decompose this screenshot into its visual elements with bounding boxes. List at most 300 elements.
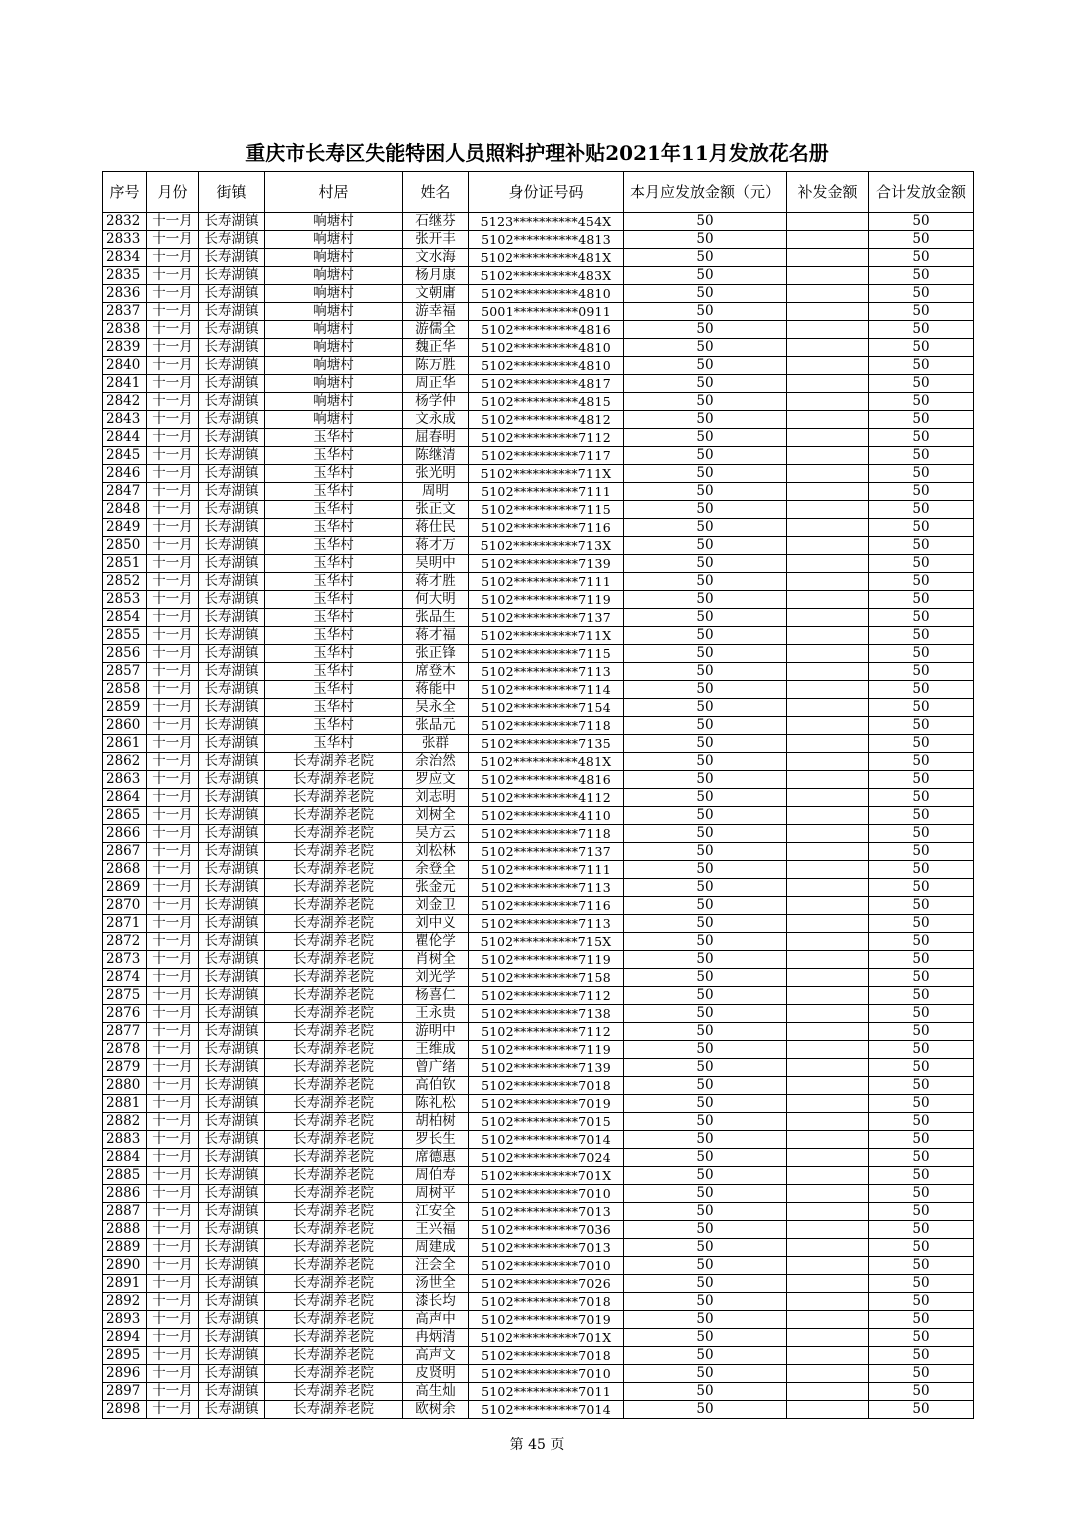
seq-cell: 2860: [103, 717, 147, 735]
amount-cell: 50: [624, 717, 787, 735]
id-number-cell: 5102**********4112: [469, 789, 624, 807]
total-cell: 50: [869, 681, 974, 699]
supplement-cell: [787, 591, 869, 609]
amount-cell: 50: [624, 1149, 787, 1167]
name-cell: 文朝庸: [403, 285, 469, 303]
table-row: [103, 393, 974, 411]
table-row: [103, 681, 974, 699]
seq-cell: 2870: [103, 897, 147, 915]
header-cell: 合计发放金额: [869, 172, 974, 213]
village-cell: 长寿湖养老院: [265, 825, 403, 843]
amount-cell: 50: [624, 1059, 787, 1077]
name-cell: 张正锋: [403, 645, 469, 663]
total-cell: 50: [869, 1059, 974, 1077]
name-cell: 高声中: [403, 1311, 469, 1329]
amount-cell: 50: [624, 915, 787, 933]
month-cell: 十一月: [147, 609, 199, 627]
supplement-cell: [787, 1005, 869, 1023]
village-cell: 响塘村: [265, 321, 403, 339]
amount-cell: 50: [624, 645, 787, 663]
id-number-cell: 5102**********7116: [469, 519, 624, 537]
table-body: [103, 213, 974, 1419]
village-cell: 长寿湖养老院: [265, 1311, 403, 1329]
seq-cell: 2842: [103, 393, 147, 411]
amount-cell: 50: [624, 249, 787, 267]
seq-cell: 2885: [103, 1167, 147, 1185]
village-cell: 玉华村: [265, 429, 403, 447]
town-cell: 长寿湖镇: [199, 735, 265, 753]
id-number-cell: 5102**********7111: [469, 483, 624, 501]
village-cell: 长寿湖养老院: [265, 1329, 403, 1347]
table-row: [103, 933, 974, 951]
total-cell: 50: [869, 825, 974, 843]
name-cell: 肖树全: [403, 951, 469, 969]
name-cell: 张光明: [403, 465, 469, 483]
seq-cell: 2890: [103, 1257, 147, 1275]
id-number-cell: 5102**********7014: [469, 1131, 624, 1149]
amount-cell: 50: [624, 861, 787, 879]
amount-cell: 50: [624, 1131, 787, 1149]
amount-cell: 50: [624, 1095, 787, 1113]
amount-cell: 50: [624, 1275, 787, 1293]
name-cell: 周伯寿: [403, 1167, 469, 1185]
name-cell: 张群: [403, 735, 469, 753]
town-cell: 长寿湖镇: [199, 915, 265, 933]
town-cell: 长寿湖镇: [199, 1203, 265, 1221]
village-cell: 玉华村: [265, 447, 403, 465]
total-cell: 50: [869, 645, 974, 663]
seq-cell: 2883: [103, 1131, 147, 1149]
amount-cell: 50: [624, 933, 787, 951]
name-cell: 高生灿: [403, 1383, 469, 1401]
seq-cell: 2867: [103, 843, 147, 861]
supplement-cell: [787, 213, 869, 231]
id-number-cell: 5102**********7112: [469, 987, 624, 1005]
amount-cell: 50: [624, 339, 787, 357]
id-number-cell: 5102**********7119: [469, 591, 624, 609]
supplement-cell: [787, 321, 869, 339]
total-cell: 50: [869, 357, 974, 375]
total-cell: 50: [869, 591, 974, 609]
total-cell: 50: [869, 1329, 974, 1347]
supplement-cell: [787, 807, 869, 825]
month-cell: 十一月: [147, 1023, 199, 1041]
amount-cell: 50: [624, 879, 787, 897]
month-cell: 十一月: [147, 1275, 199, 1293]
name-cell: 游幸福: [403, 303, 469, 321]
month-cell: 十一月: [147, 1311, 199, 1329]
id-number-cell: 5102**********7111: [469, 861, 624, 879]
total-cell: 50: [869, 321, 974, 339]
table-row: [103, 357, 974, 375]
village-cell: 长寿湖养老院: [265, 879, 403, 897]
id-number-cell: 5102**********7010: [469, 1185, 624, 1203]
id-number-cell: 5102**********7139: [469, 1059, 624, 1077]
village-cell: 响塘村: [265, 357, 403, 375]
town-cell: 长寿湖镇: [199, 1347, 265, 1365]
amount-cell: 50: [624, 1167, 787, 1185]
supplement-cell: [787, 393, 869, 411]
seq-cell: 2888: [103, 1221, 147, 1239]
town-cell: 长寿湖镇: [199, 573, 265, 591]
id-number-cell: 5102**********7115: [469, 645, 624, 663]
total-cell: 50: [869, 501, 974, 519]
id-number-cell: 5102**********7118: [469, 825, 624, 843]
amount-cell: 50: [624, 591, 787, 609]
seq-cell: 2871: [103, 915, 147, 933]
name-cell: 杨学仲: [403, 393, 469, 411]
total-cell: 50: [869, 861, 974, 879]
village-cell: 玉华村: [265, 465, 403, 483]
supplement-cell: [787, 231, 869, 249]
seq-cell: 2853: [103, 591, 147, 609]
seq-cell: 2841: [103, 375, 147, 393]
village-cell: 长寿湖养老院: [265, 789, 403, 807]
town-cell: 长寿湖镇: [199, 321, 265, 339]
town-cell: 长寿湖镇: [199, 1077, 265, 1095]
table-header-row: [103, 172, 974, 213]
total-cell: 50: [869, 933, 974, 951]
total-cell: 50: [869, 285, 974, 303]
id-number-cell: 5102**********4812: [469, 411, 624, 429]
seq-cell: 2897: [103, 1383, 147, 1401]
amount-cell: 50: [624, 681, 787, 699]
month-cell: 十一月: [147, 465, 199, 483]
id-number-cell: 5102**********7135: [469, 735, 624, 753]
supplement-cell: [787, 915, 869, 933]
month-cell: 十一月: [147, 627, 199, 645]
id-number-cell: 5001**********0911: [469, 303, 624, 321]
village-cell: 长寿湖养老院: [265, 1095, 403, 1113]
village-cell: 玉华村: [265, 483, 403, 501]
supplement-cell: [787, 519, 869, 537]
village-cell: 长寿湖养老院: [265, 807, 403, 825]
table-row: [103, 429, 974, 447]
town-cell: 长寿湖镇: [199, 1113, 265, 1131]
month-cell: 十一月: [147, 933, 199, 951]
total-cell: 50: [869, 789, 974, 807]
seq-cell: 2845: [103, 447, 147, 465]
town-cell: 长寿湖镇: [199, 1275, 265, 1293]
total-cell: 50: [869, 1221, 974, 1239]
id-number-cell: 5102**********7111: [469, 573, 624, 591]
supplement-cell: [787, 249, 869, 267]
month-cell: 十一月: [147, 1329, 199, 1347]
total-cell: 50: [869, 717, 974, 735]
name-cell: 何大明: [403, 591, 469, 609]
table-row: [103, 573, 974, 591]
table-row: [103, 249, 974, 267]
total-cell: 50: [869, 1113, 974, 1131]
seq-cell: 2894: [103, 1329, 147, 1347]
month-cell: 十一月: [147, 339, 199, 357]
month-cell: 十一月: [147, 843, 199, 861]
table-row: [103, 1221, 974, 1239]
town-cell: 长寿湖镇: [199, 1221, 265, 1239]
month-cell: 十一月: [147, 1203, 199, 1221]
month-cell: 十一月: [147, 1293, 199, 1311]
supplement-cell: [787, 843, 869, 861]
village-cell: 长寿湖养老院: [265, 1113, 403, 1131]
village-cell: 长寿湖养老院: [265, 1239, 403, 1257]
town-cell: 长寿湖镇: [199, 393, 265, 411]
total-cell: 50: [869, 609, 974, 627]
amount-cell: 50: [624, 555, 787, 573]
table-row: [103, 879, 974, 897]
month-cell: 十一月: [147, 213, 199, 231]
seq-cell: 2862: [103, 753, 147, 771]
total-cell: 50: [869, 267, 974, 285]
id-number-cell: 5102**********7137: [469, 843, 624, 861]
amount-cell: 50: [624, 519, 787, 537]
month-cell: 十一月: [147, 879, 199, 897]
supplement-cell: [787, 609, 869, 627]
town-cell: 长寿湖镇: [199, 375, 265, 393]
id-number-cell: 5102**********7036: [469, 1221, 624, 1239]
total-cell: 50: [869, 1095, 974, 1113]
town-cell: 长寿湖镇: [199, 969, 265, 987]
id-number-cell: 5102**********7119: [469, 1041, 624, 1059]
name-cell: 王维成: [403, 1041, 469, 1059]
name-cell: 文水海: [403, 249, 469, 267]
seq-cell: 2847: [103, 483, 147, 501]
name-cell: 周明: [403, 483, 469, 501]
village-cell: 玉华村: [265, 699, 403, 717]
table-row: [103, 843, 974, 861]
name-cell: 余治然: [403, 753, 469, 771]
table-row: [103, 897, 974, 915]
village-cell: 长寿湖养老院: [265, 1383, 403, 1401]
table-row: [103, 1185, 974, 1203]
supplement-cell: [787, 573, 869, 591]
document-title: 重庆市长寿区失能特困人员照料护理补贴2021年11月发放花名册: [245, 141, 829, 165]
amount-cell: 50: [624, 753, 787, 771]
id-number-cell: 5102**********7112: [469, 429, 624, 447]
village-cell: 长寿湖养老院: [265, 1365, 403, 1383]
town-cell: 长寿湖镇: [199, 807, 265, 825]
village-cell: 长寿湖养老院: [265, 969, 403, 987]
amount-cell: 50: [624, 663, 787, 681]
amount-cell: 50: [624, 447, 787, 465]
village-cell: 长寿湖养老院: [265, 1167, 403, 1185]
village-cell: 玉华村: [265, 555, 403, 573]
id-number-cell: 5102**********7013: [469, 1239, 624, 1257]
amount-cell: 50: [624, 1365, 787, 1383]
id-number-cell: 5102**********715X: [469, 933, 624, 951]
table-row: [103, 465, 974, 483]
supplement-cell: [787, 339, 869, 357]
village-cell: 响塘村: [265, 375, 403, 393]
total-cell: 50: [869, 249, 974, 267]
month-cell: 十一月: [147, 717, 199, 735]
total-cell: 50: [869, 1365, 974, 1383]
village-cell: 长寿湖养老院: [265, 1347, 403, 1365]
amount-cell: 50: [624, 1221, 787, 1239]
seq-cell: 2849: [103, 519, 147, 537]
town-cell: 长寿湖镇: [199, 699, 265, 717]
id-number-cell: 5102**********7010: [469, 1257, 624, 1275]
village-cell: 长寿湖养老院: [265, 771, 403, 789]
name-cell: 张开丰: [403, 231, 469, 249]
total-cell: 50: [869, 1401, 974, 1419]
village-cell: 响塘村: [265, 213, 403, 231]
total-cell: 50: [869, 537, 974, 555]
id-number-cell: 5102**********7019: [469, 1311, 624, 1329]
table-row: [103, 1095, 974, 1113]
town-cell: 长寿湖镇: [199, 231, 265, 249]
month-cell: 十一月: [147, 483, 199, 501]
month-cell: 十一月: [147, 645, 199, 663]
name-cell: 席登木: [403, 663, 469, 681]
seq-cell: 2869: [103, 879, 147, 897]
town-cell: 长寿湖镇: [199, 447, 265, 465]
amount-cell: 50: [624, 429, 787, 447]
amount-cell: 50: [624, 969, 787, 987]
seq-cell: 2848: [103, 501, 147, 519]
town-cell: 长寿湖镇: [199, 1257, 265, 1275]
total-cell: 50: [869, 519, 974, 537]
village-cell: 玉华村: [265, 627, 403, 645]
total-cell: 50: [869, 753, 974, 771]
amount-cell: 50: [624, 1113, 787, 1131]
seq-cell: 2865: [103, 807, 147, 825]
name-cell: 江安全: [403, 1203, 469, 1221]
seq-cell: 2832: [103, 213, 147, 231]
table-row: [103, 825, 974, 843]
supplement-cell: [787, 447, 869, 465]
total-cell: 50: [869, 915, 974, 933]
total-cell: 50: [869, 735, 974, 753]
month-cell: 十一月: [147, 447, 199, 465]
month-cell: 十一月: [147, 1041, 199, 1059]
name-cell: 王兴福: [403, 1221, 469, 1239]
supplement-cell: [787, 555, 869, 573]
table-row: [103, 1257, 974, 1275]
amount-cell: 50: [624, 843, 787, 861]
id-number-cell: 5102**********7011: [469, 1383, 624, 1401]
amount-cell: 50: [624, 267, 787, 285]
name-cell: 张品元: [403, 717, 469, 735]
town-cell: 长寿湖镇: [199, 717, 265, 735]
month-cell: 十一月: [147, 1095, 199, 1113]
supplement-cell: [787, 699, 869, 717]
total-cell: 50: [869, 1257, 974, 1275]
name-cell: 汪会全: [403, 1257, 469, 1275]
amount-cell: 50: [624, 1203, 787, 1221]
name-cell: 王永贵: [403, 1005, 469, 1023]
id-number-cell: 5102**********7154: [469, 699, 624, 717]
seq-cell: 2846: [103, 465, 147, 483]
name-cell: 刘金卫: [403, 897, 469, 915]
town-cell: 长寿湖镇: [199, 465, 265, 483]
town-cell: 长寿湖镇: [199, 951, 265, 969]
amount-cell: 50: [624, 375, 787, 393]
amount-cell: 50: [624, 465, 787, 483]
month-cell: 十一月: [147, 1401, 199, 1419]
seq-cell: 2855: [103, 627, 147, 645]
town-cell: 长寿湖镇: [199, 1167, 265, 1185]
seq-cell: 2893: [103, 1311, 147, 1329]
seq-cell: 2850: [103, 537, 147, 555]
id-number-cell: 5102**********4816: [469, 771, 624, 789]
total-cell: 50: [869, 897, 974, 915]
town-cell: 长寿湖镇: [199, 267, 265, 285]
total-cell: 50: [869, 1203, 974, 1221]
month-cell: 十一月: [147, 807, 199, 825]
month-cell: 十一月: [147, 1113, 199, 1131]
town-cell: 长寿湖镇: [199, 663, 265, 681]
supplement-cell: [787, 951, 869, 969]
town-cell: 长寿湖镇: [199, 591, 265, 609]
village-cell: 响塘村: [265, 285, 403, 303]
id-number-cell: 5102**********7019: [469, 1095, 624, 1113]
seq-cell: 2879: [103, 1059, 147, 1077]
id-number-cell: 5102**********4815: [469, 393, 624, 411]
table-row: [103, 519, 974, 537]
table-row: [103, 951, 974, 969]
roster-table: [102, 171, 974, 1419]
table-row: [103, 1149, 974, 1167]
supplement-cell: [787, 897, 869, 915]
village-cell: 玉华村: [265, 609, 403, 627]
month-cell: 十一月: [147, 411, 199, 429]
table-row: [103, 411, 974, 429]
table-row: [103, 663, 974, 681]
village-cell: 长寿湖养老院: [265, 753, 403, 771]
amount-cell: 50: [624, 951, 787, 969]
supplement-cell: [787, 537, 869, 555]
village-cell: 长寿湖养老院: [265, 1041, 403, 1059]
town-cell: 长寿湖镇: [199, 771, 265, 789]
name-cell: 刘光学: [403, 969, 469, 987]
town-cell: 长寿湖镇: [199, 285, 265, 303]
month-cell: 十一月: [147, 393, 199, 411]
table-row: [103, 213, 974, 231]
total-cell: 50: [869, 1293, 974, 1311]
table-row: [103, 501, 974, 519]
table-row: [103, 789, 974, 807]
month-cell: 十一月: [147, 735, 199, 753]
village-cell: 长寿湖养老院: [265, 1131, 403, 1149]
village-cell: 长寿湖养老院: [265, 1401, 403, 1419]
supplement-cell: [787, 1329, 869, 1347]
id-number-cell: 5102**********7026: [469, 1275, 624, 1293]
id-number-cell: 5102**********7114: [469, 681, 624, 699]
amount-cell: 50: [624, 1311, 787, 1329]
supplement-cell: [787, 735, 869, 753]
table-row: [103, 1311, 974, 1329]
seq-cell: 2884: [103, 1149, 147, 1167]
village-cell: 长寿湖养老院: [265, 1185, 403, 1203]
name-cell: 罗应文: [403, 771, 469, 789]
town-cell: 长寿湖镇: [199, 519, 265, 537]
name-cell: 石继芬: [403, 213, 469, 231]
supplement-cell: [787, 969, 869, 987]
seq-cell: 2844: [103, 429, 147, 447]
name-cell: 周正华: [403, 375, 469, 393]
name-cell: 欧树余: [403, 1401, 469, 1419]
village-cell: 长寿湖养老院: [265, 933, 403, 951]
total-cell: 50: [869, 879, 974, 897]
total-cell: 50: [869, 303, 974, 321]
header-cell: 序号: [103, 172, 147, 213]
amount-cell: 50: [624, 1077, 787, 1095]
amount-cell: 50: [624, 357, 787, 375]
name-cell: 高声文: [403, 1347, 469, 1365]
amount-cell: 50: [624, 1023, 787, 1041]
seq-cell: 2868: [103, 861, 147, 879]
table-row: [103, 375, 974, 393]
